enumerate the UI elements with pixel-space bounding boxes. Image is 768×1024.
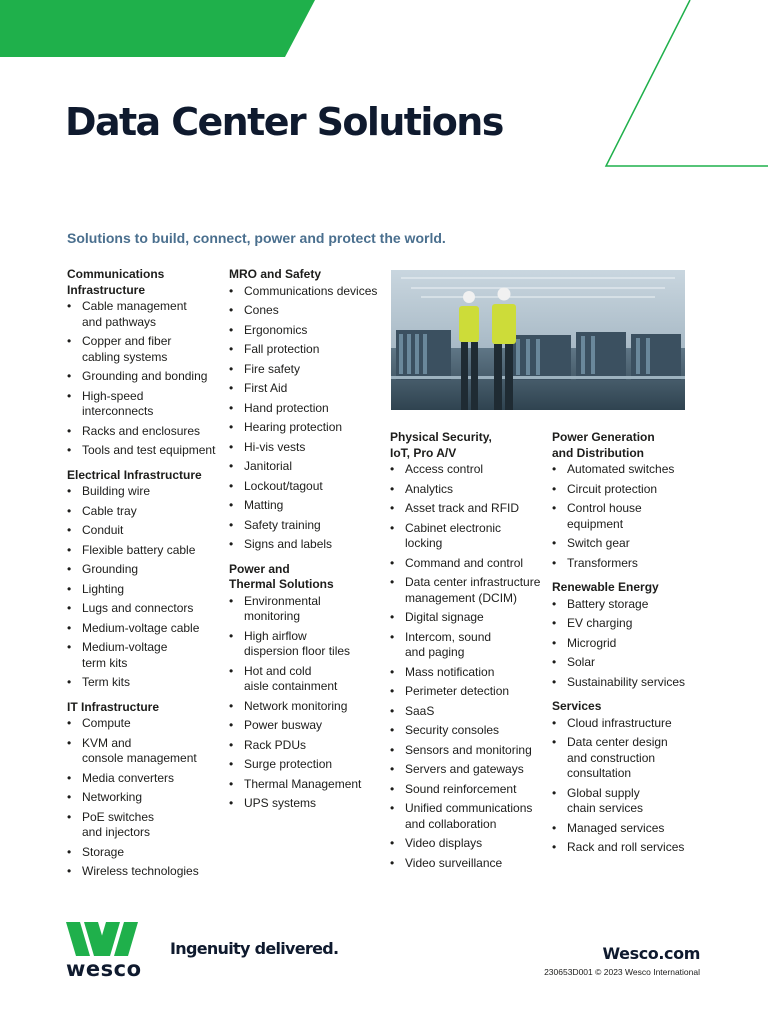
- list-item: • Mass notification: [390, 665, 550, 681]
- data-center-photo: [391, 270, 685, 410]
- list-item: • Conduit: [67, 523, 227, 539]
- list-item: • Environmental monitoring: [229, 594, 389, 625]
- list-item: • Analytics: [390, 482, 550, 498]
- list-item: • Grounding: [67, 562, 227, 578]
- list-item: • Security consoles: [390, 723, 550, 739]
- list-item: • Lugs and connectors: [67, 601, 227, 617]
- column-4: [552, 430, 712, 865]
- list-item: • Racks and enclosures: [67, 424, 227, 440]
- list-item: • Thermal Management: [229, 777, 389, 793]
- list-item: • Grounding and bonding: [67, 369, 227, 385]
- section-electrical-infrastructure: [67, 468, 227, 691]
- section-physical-security: [390, 430, 550, 871]
- list-item: • EV charging: [552, 616, 712, 632]
- list-item: • Medium-voltage term kits: [67, 640, 227, 671]
- column-1: [67, 267, 227, 889]
- section-it-infrastructure: [67, 700, 227, 880]
- section-title: Renewable Energy: [552, 580, 659, 594]
- list-item: • Video displays: [390, 836, 550, 852]
- list-item: • Solar: [552, 655, 712, 671]
- list-item: • Access control: [390, 462, 550, 478]
- wesco-logo-icon: [66, 922, 138, 956]
- section-title: Power Generation and Distribution: [552, 430, 655, 460]
- page-subtitle: Solutions to build, connect, power and protect the world.: [67, 230, 446, 246]
- list-item: • Surge protection: [229, 757, 389, 773]
- section-title: IT Infrastructure: [67, 699, 160, 714]
- section-title: Physical Security, IoT, Pro A/V: [390, 430, 492, 460]
- section-title: Services: [552, 699, 602, 713]
- list-item: • High airflow dispersion floor tiles: [229, 629, 389, 660]
- list-item: • Cable tray: [67, 504, 227, 520]
- list-item: • Digital signage: [390, 610, 550, 626]
- header-green-band: [0, 0, 320, 60]
- section-title: Power and Thermal Solutions: [229, 561, 334, 591]
- list-item: • Unified communications and collaboration: [390, 801, 550, 832]
- list-item: • KVM and console management: [67, 736, 227, 767]
- list-item: • Building wire: [67, 484, 227, 500]
- list-item: • Cones: [229, 303, 389, 319]
- list-item: • Fall protection: [229, 342, 389, 358]
- section-title: Communications Infrastructure: [67, 267, 165, 297]
- list-item: • Lighting: [67, 582, 227, 598]
- list-item: • UPS systems: [229, 796, 389, 812]
- section-power-generation: [552, 430, 712, 571]
- section-title: MRO and Safety: [229, 267, 322, 281]
- list-item: • Signs and labels: [229, 537, 389, 553]
- section-services: [552, 699, 712, 856]
- section-power-and-thermal: [229, 562, 389, 812]
- list-item: • Sound reinforcement: [390, 782, 550, 798]
- list-item: • Switch gear: [552, 536, 712, 552]
- list-item: • Hand protection: [229, 401, 389, 417]
- corner-line-decoration: [598, 0, 768, 170]
- list-item: • PoE switches and injectors: [67, 810, 227, 841]
- list-item: • Compute: [67, 716, 227, 732]
- section-title: Electrical Infrastructure: [67, 467, 202, 482]
- list-item: • Global supply chain services: [552, 786, 712, 817]
- list-item: • Asset track and RFID: [390, 501, 550, 517]
- list-item: • Copper and fiber cabling systems: [67, 334, 227, 365]
- list-item: • Term kits: [67, 675, 227, 691]
- list-item: • Wireless technologies: [67, 864, 227, 880]
- list-item: • Flexible battery cable: [67, 543, 227, 559]
- list-item: • Cloud infrastructure: [552, 716, 712, 732]
- list-item: • Servers and gateways: [390, 762, 550, 778]
- list-item: • Data center design and construction consultation: [552, 735, 712, 782]
- list-item: • Battery storage: [552, 597, 712, 613]
- website-link[interactable]: Wesco.com: [602, 944, 700, 963]
- copyright-notice: 230653D001 © 2023 Wesco International: [544, 967, 700, 977]
- list-item: • Data center infrastructure management (DCIM): [390, 575, 550, 606]
- list-item: • Cable management and pathways: [67, 299, 227, 330]
- list-item: • SaaS: [390, 704, 550, 720]
- section-renewable-energy: [552, 580, 712, 690]
- list-item: • Media converters: [67, 771, 227, 787]
- list-item: • Communications devices: [229, 284, 389, 300]
- list-item: • Fire safety: [229, 362, 389, 378]
- section-communications-infrastructure: [67, 267, 227, 459]
- list-item: • Circuit protection: [552, 482, 712, 498]
- list-item: • Networking: [67, 790, 227, 806]
- list-item: • Video surveillance: [390, 856, 550, 872]
- list-item: • Storage: [67, 845, 227, 861]
- list-item: • Matting: [229, 498, 389, 514]
- list-item: • Command and control: [390, 556, 550, 572]
- list-item: • Cabinet electronic locking: [390, 521, 550, 552]
- list-item: • Hearing protection: [229, 420, 389, 436]
- list-item: • Power busway: [229, 718, 389, 734]
- list-item: • Janitorial: [229, 459, 389, 475]
- list-item: • Intercom, sound and paging: [390, 630, 550, 661]
- list-item: • Automated switches: [552, 462, 712, 478]
- list-item: • High-speed interconnects: [67, 389, 227, 420]
- list-item: • Microgrid: [552, 636, 712, 652]
- list-item: • Sensors and monitoring: [390, 743, 550, 759]
- section-mro-and-safety: [229, 267, 389, 553]
- page-title: Data Center Solutions: [65, 100, 503, 144]
- list-item: • Rack and roll services: [552, 840, 712, 856]
- list-item: • Medium-voltage cable: [67, 621, 227, 637]
- column-2: [229, 267, 389, 821]
- list-item: • Network monitoring: [229, 699, 389, 715]
- list-item: • First Aid: [229, 381, 389, 397]
- list-item: • Transformers: [552, 556, 712, 572]
- list-item: • Rack PDUs: [229, 738, 389, 754]
- list-item: • Lockout/tagout: [229, 479, 389, 495]
- list-item: • Hot and cold aisle containment: [229, 664, 389, 695]
- column-3: [390, 430, 550, 880]
- list-item: • Managed services: [552, 821, 712, 837]
- logo-wordmark: wesco: [66, 957, 142, 981]
- list-item: • Ergonomics: [229, 323, 389, 339]
- list-item: • Safety training: [229, 518, 389, 534]
- list-item: • Perimeter detection: [390, 684, 550, 700]
- list-item: • Tools and test equipment: [67, 443, 227, 459]
- list-item: • Control house equipment: [552, 501, 712, 532]
- list-item: • Hi-vis vests: [229, 440, 389, 456]
- list-item: • Sustainability services: [552, 675, 712, 691]
- tagline: Ingenuity delivered.: [170, 939, 339, 958]
